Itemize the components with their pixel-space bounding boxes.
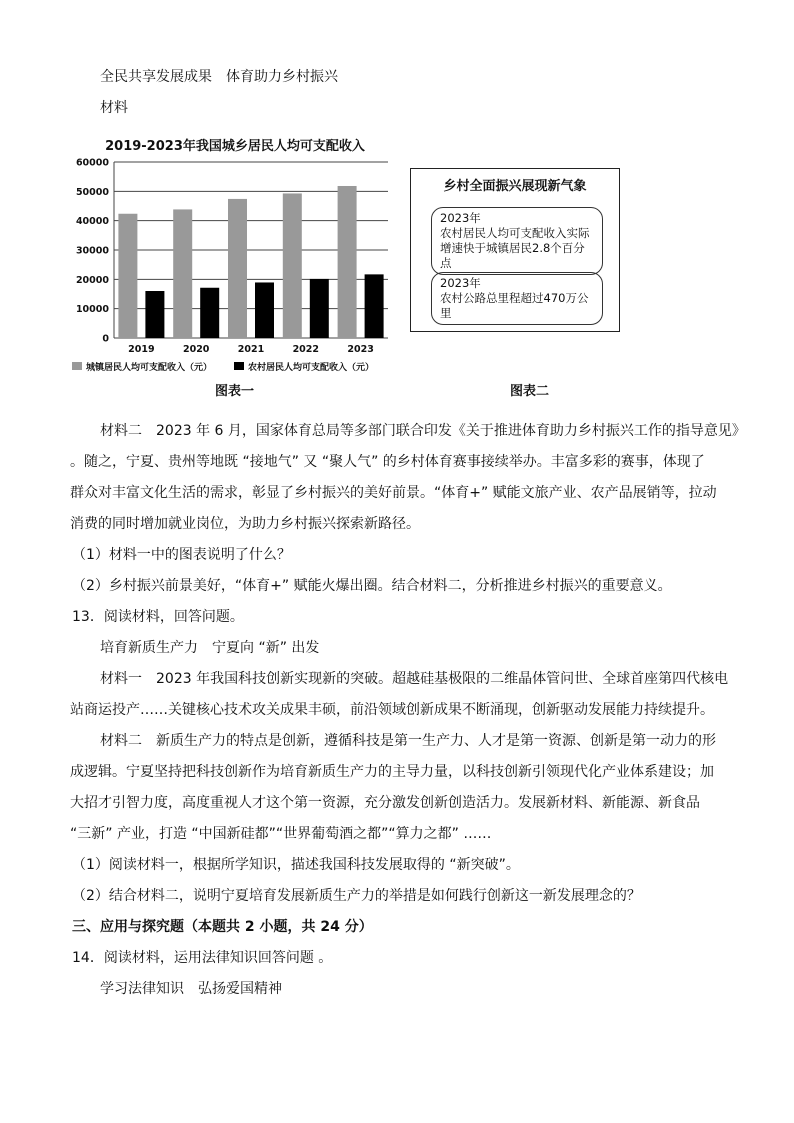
question-number: 14．阅读材料，运用法律知识回答问题 。	[72, 950, 333, 966]
paragraph-line: “三新” 产业，打造 “中国新硅都”“世界葡萄酒之都”“算力之都” ……	[70, 826, 492, 842]
subheading: 学习法律知识 弘扬爱国精神	[100, 981, 282, 997]
material-label: 材料	[100, 100, 128, 116]
subheading: 培育新质生产力 宁夏向 “新” 出发	[100, 640, 320, 656]
y-tick-label: 10000	[75, 304, 109, 316]
section-title: 三、应用与探究题（本题共 2 小题，共 24 分）	[72, 919, 373, 935]
urban-income-bar	[118, 214, 137, 338]
figure-1-label: 图表一	[215, 384, 255, 399]
paragraph-line: 群众对丰富文化生活的需求，彰显了乡村振兴的美好前景。“体育+” 赋能文旅产业、农产品展销等，拉动	[70, 485, 717, 501]
y-tick-label: 0	[102, 333, 109, 345]
box-title: 乡村全面振兴展现新气象	[443, 179, 587, 194]
card-line: 农村公路总里程超过470万公	[440, 291, 589, 305]
x-tick-label: 2021	[237, 344, 265, 355]
legend-label: 农村居民人均可支配收入（元）	[248, 363, 375, 373]
info-card-roads	[431, 272, 603, 325]
figure-2-label: 图表二	[510, 384, 550, 399]
section-heading: 全民共享发展成果 体育助力乡村振兴	[100, 69, 338, 85]
urban-income-bar	[228, 199, 247, 338]
legend-swatch	[234, 362, 244, 370]
card-line: 2023年	[440, 276, 481, 290]
rural-income-bar	[255, 282, 274, 338]
card-line: 里	[440, 306, 452, 320]
question-line: （1）材料一中的图表说明了什么？	[72, 547, 291, 563]
paragraph-line: 。随之，宁夏、贵州等地既 “接地气” 又 “聚人气” 的乡村体育赛事接续举办。丰富多彩的赛事，体现了	[70, 454, 705, 470]
x-tick-label: 2020	[182, 344, 210, 355]
y-tick-label: 20000	[75, 274, 109, 286]
paragraph-line: 材料二 2023 年 6 月，国家体育总局等多部门联合印发《关于推进体育助力乡村振兴工作的指导意见》	[100, 423, 746, 439]
paragraph-line: 材料二 新质生产力的特点是创新，遵循科技是第一生产力、人才是第一资源、创新是第一动力的形	[100, 733, 716, 749]
x-tick-label: 2019	[128, 344, 155, 355]
question-line: （2）乡村振兴前景美好，“体育+” 赋能火爆出圈。结合材料二，分析推进乡村振兴的重要意义。	[72, 578, 672, 594]
urban-income-bar	[173, 209, 192, 338]
y-tick-label: 30000	[75, 245, 109, 257]
legend-label: 城镇居民人均可支配收入（元）	[86, 363, 213, 373]
y-tick-label: 50000	[75, 186, 109, 198]
paragraph-line: 消费的同时增加就业岗位，为助力乡村振兴探索新路径。	[70, 516, 420, 532]
info-card-income	[431, 207, 603, 275]
y-tick-label: 60000	[75, 157, 109, 169]
urban-income-bar	[283, 193, 302, 338]
rural-income-bar	[145, 291, 164, 338]
y-tick-label: 40000	[75, 216, 109, 228]
chart-title: 2019-2023年我国城乡居民人均可支配收入	[105, 139, 365, 154]
rural-income-bar	[365, 274, 384, 338]
x-tick-label: 2023	[347, 344, 374, 355]
rural-income-bar	[310, 279, 329, 338]
paragraph-line: 材料一 2023 年我国科技创新实现新的突破。超越硅基极限的二维晶体管问世、全球首座第四代核电	[100, 671, 729, 687]
question-line: （1）阅读材料一，根据所学知识，描述我国科技发展取得的 “新突破”。	[72, 857, 520, 873]
legend-swatch	[72, 362, 82, 370]
x-tick-label: 2022	[292, 344, 320, 355]
income-bar-chart	[70, 132, 400, 377]
card-line: 农村居民人均可支配收入实际	[440, 226, 590, 240]
question-line: （2）结合材料二，说明宁夏培育发展新质生产力的举措是如何践行创新这一新发展理念的？	[72, 888, 641, 904]
question-number: 13．阅读材料，回答问题。	[72, 609, 244, 625]
income-chart	[70, 132, 400, 402]
paragraph-line: 成逻辑。宁夏坚持把科技创新作为培育新质生产力的主导力量，以科技创新引领现代化产业体系建设；加	[70, 764, 714, 780]
paragraph-line: 大招才引智力度，高度重视人才这个第一资源，充分激发创新创造活力。发展新材料、新能源、新食品	[70, 795, 700, 811]
paragraph-line: 站商运投产……关键核心技术攻关成果丰硕，前沿领域创新成果不断涌现，创新驱动发展能力持续提升。	[70, 702, 714, 718]
rural-income-bar	[200, 288, 219, 338]
card-line: 增速快于城镇居民2.8个百分点	[440, 241, 585, 270]
card-line: 2023年	[440, 211, 481, 225]
rural-revitalization-box	[410, 168, 620, 332]
urban-income-bar	[338, 186, 357, 338]
